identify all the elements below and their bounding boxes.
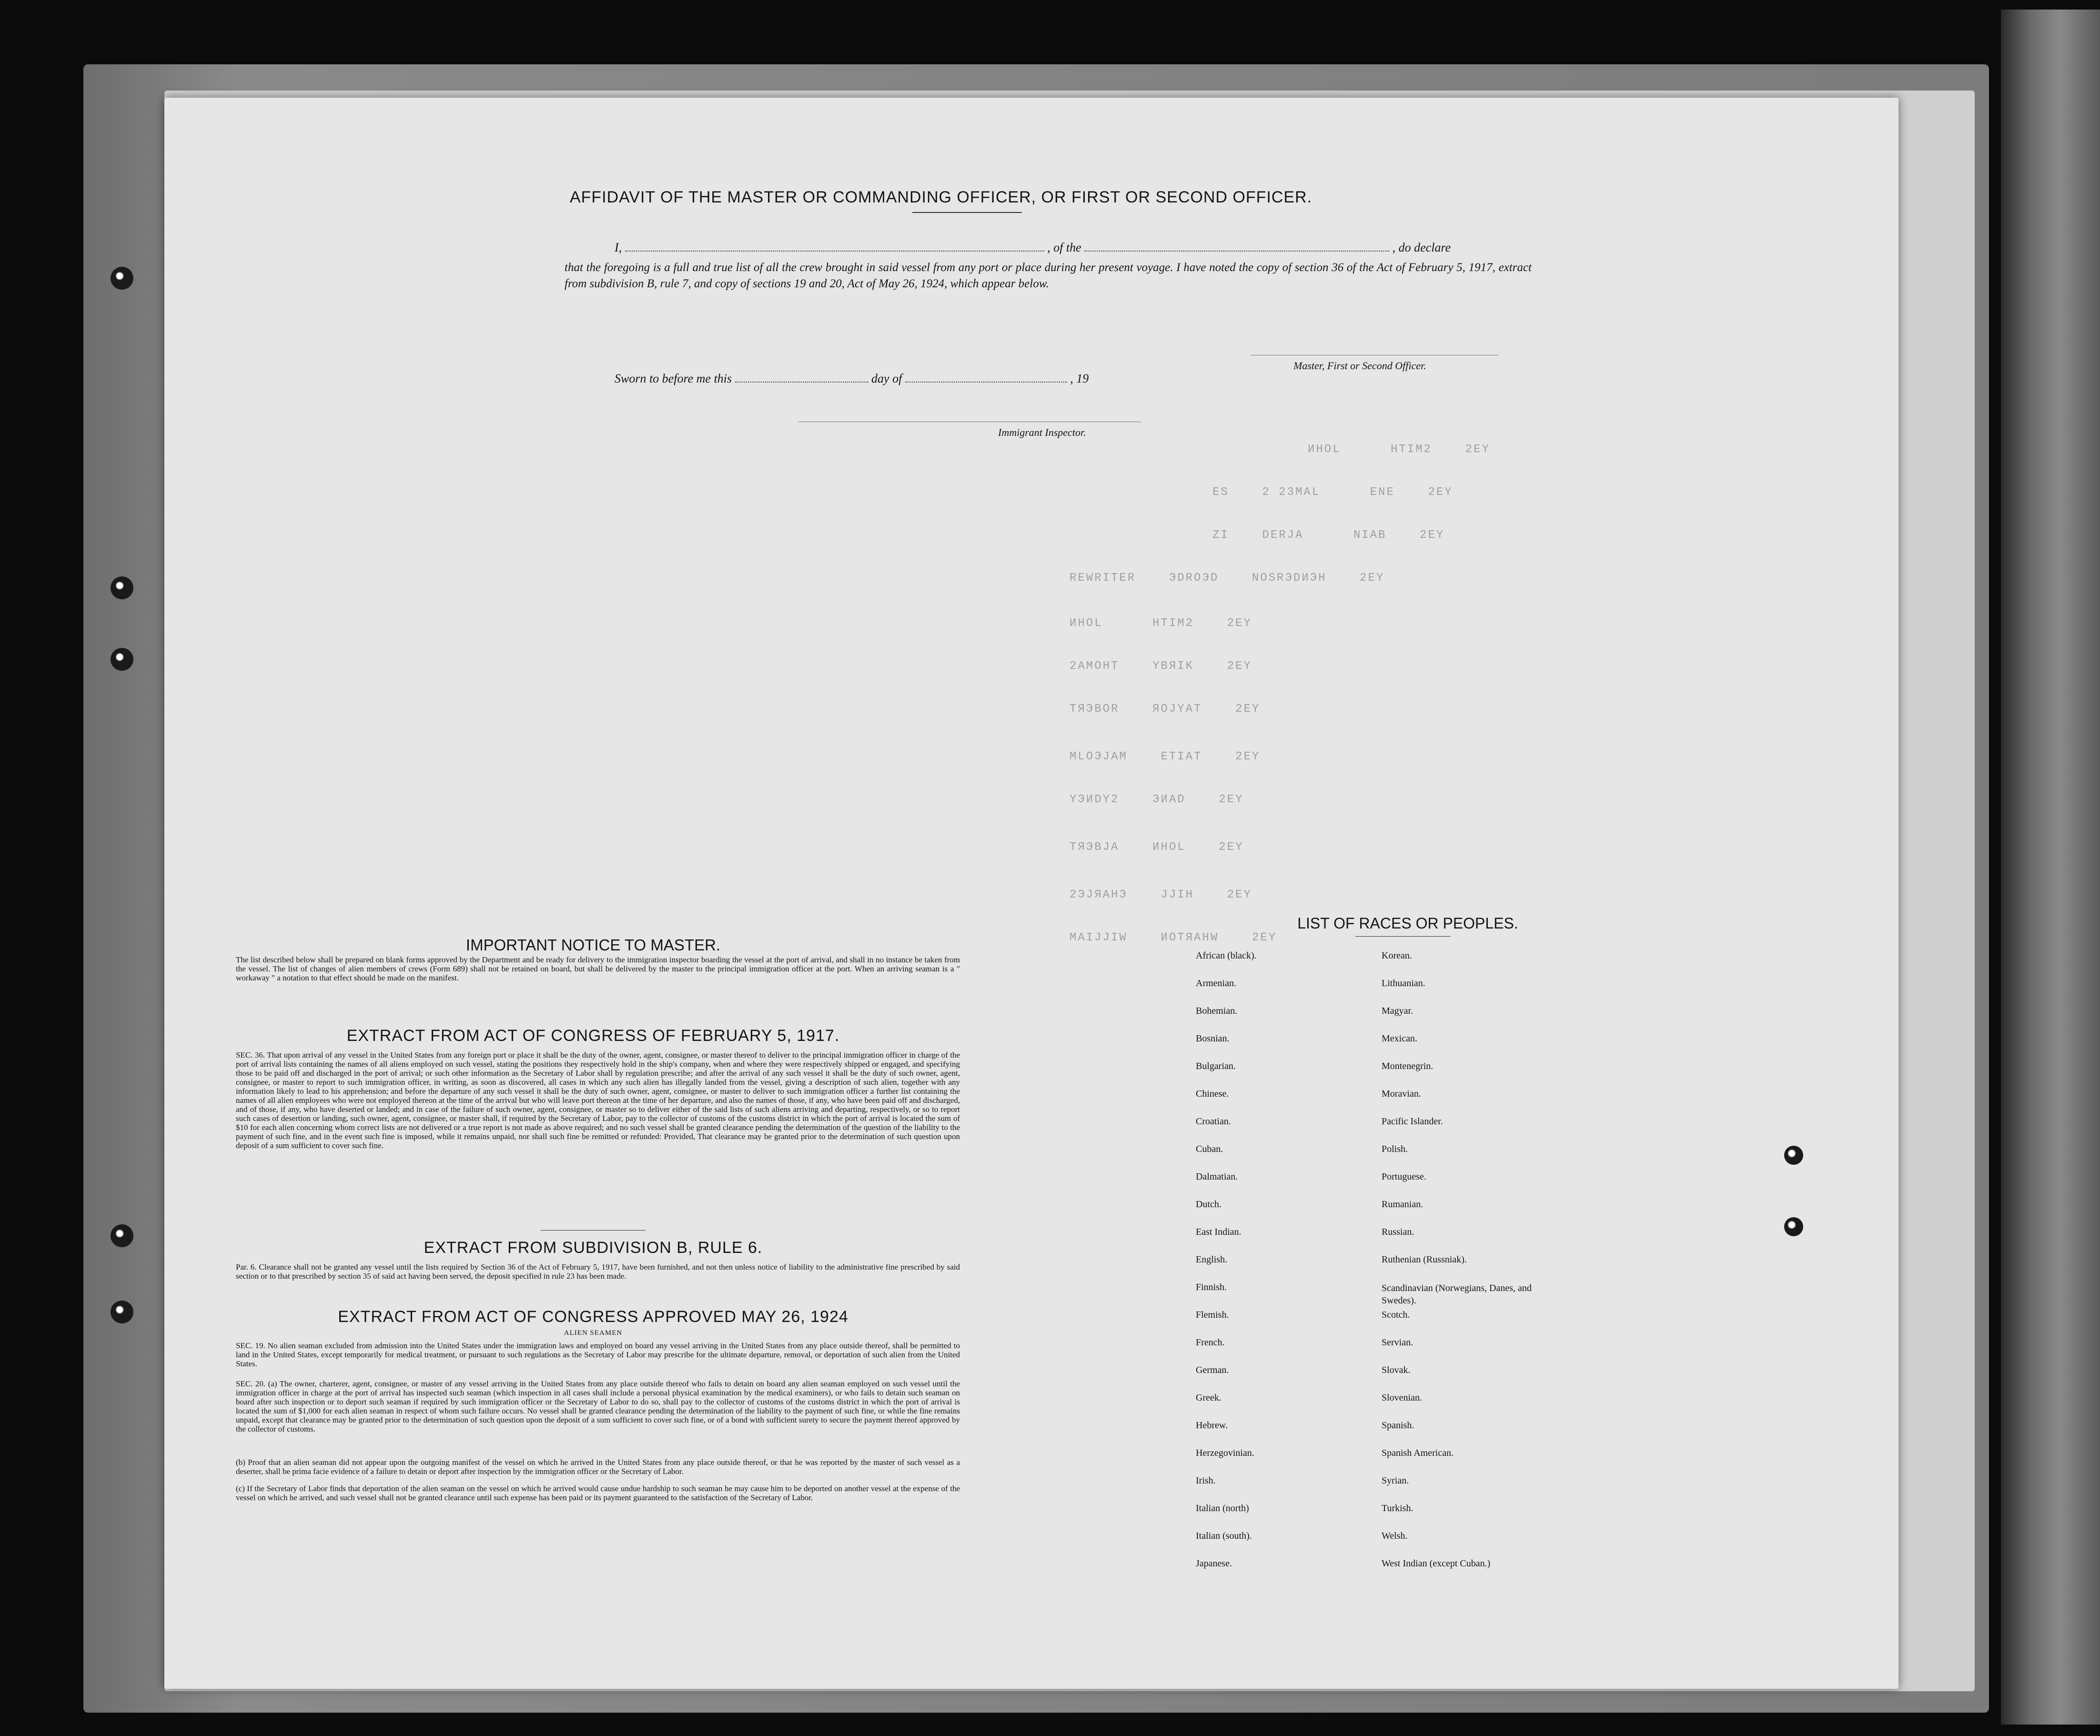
binder-hole <box>111 648 133 671</box>
extract-1917-text: SEC. 36. That upon arrival of any vessel in the United States from any foreign port or place it shall be the duty of the owner, agent, consignee, or master thereof to deliver to the principal immigration officer in charge of the port of arrival lists containing the names of all aliens employed on such vessel, stating the positions they respectively hold in the ship's company, when and where they were respectively shipped or engaged, and specifying those to be paid off and discharged in the port of arrival; or such other information as the Secretary of Labor shall by regulation prescribe; and after the arrival of any such vessel it shall be the duty of such owner, agent, consignee, or master to report to such immigration officer, in writing, as soon as discovered, all cases in which any such alien has illegally landed from the vessel, giving a description of such alien, together with any information likely to lead to his apprehension; and before the departure of any such vessel it shall be the duty of such owner, agent, consignee, or master to deliver to such immigration officer a further list containing the names of all alien employees who were not employed thereon at the time of the arrival but who will leave port thereon at the time of her departure, and also the names of those, if any, who have been paid off and discharged, and of those, if any, who have deserted or landed; and in case of the failure of such owner, agent, consignee, or master so to deliver either of the said lists of such aliens arriving and departing, respectively, or so to report such cases of desertion or landing, such owner, agent, consignee, or master shall, if required by the Secretary of Labor, pay to the collector of customs of the customs district in which the port of arrival is located the sum of $10 for each alien concerning whom correct lists are not delivered or a true report is not made as above required; and no such vessel shall be granted clearance pending the determination of the question of the liability to the payment of such fine, and in the event such fine is imposed, while it remains unpaid, nor shall such fine be remitted or refunded: Provided, That clearance may be granted prior to the determination of such question upon deposit of a sum sufficient to cover such fine. <box>236 1050 960 1150</box>
notice-title: IMPORTANT NOTICE TO MASTER. <box>465 936 721 954</box>
race-item: Ruthenian (Russniak). <box>1382 1254 1467 1265</box>
subdivision-text: Par. 6. Clearance shall not be granted any vessel until the lists required by Section 36 of the Act of February 5, 1917, have been furnished, and not then unless notice of liability to the administrative fine prescribed by said section or to that prescribed by section 35 of said act having been served, the deposit specified in rule 23 has been made. <box>236 1262 960 1281</box>
race-item: East Indian. <box>1196 1227 1242 1237</box>
extract-1924-sec20a: SEC. 20. (a) The owner, charterer, agent, consignee, or master of any vessel arriving in the United States from any place outside thereof who fails to detain on board any alien seaman employed on such vessel until the immigration officer in charge at the port of arrival has inspected such seaman (which inspection in all cases shall include a personal physical examination by the medical examiners), or who fails to detain such seaman on board after such inspection or to deport such seaman if required by such immigration officer or the Secretary of Labor to do so, shall pay to the collector of customs of the customs district in which the port of arrival is located the sum of $1,000 for each alien seaman in respect of whom such failure occurs. No vessel shall be granted clearance pending the determination of the liability to the payment of such fine, or while the fine remains unpaid, except that clearance may be granted prior to the determination of such question upon the deposit of a sum sufficient to cover such fine, or of a bond with sufficient surety to secure the payment thereof approved by the collector of customs. <box>236 1379 960 1433</box>
divider <box>912 212 1022 213</box>
race-item: Korean. <box>1382 950 1412 961</box>
race-item: Magyar. <box>1382 1006 1413 1016</box>
race-item: Japanese. <box>1196 1558 1232 1569</box>
notice-text: The list described below shall be prepared on blank forms approved by the Department and be ready for delivery to the immigration inspector boarding the vessel at the port of arrival, and shall in no instance be taken from the vessel. The list of changes of alien members of crews (Form 689) shall not be retained on board, but shall be delivered by the master to the principal immigration officer at the port. When an arriving seaman is a " workaway " a notation to that effect should be made on the manifest. <box>236 955 960 982</box>
race-item: Lithuanian. <box>1382 978 1425 989</box>
race-item: Greek. <box>1196 1393 1222 1403</box>
binder-hole <box>111 576 133 599</box>
race-item: Bohemian. <box>1196 1006 1238 1016</box>
race-item: Spanish. <box>1382 1420 1414 1431</box>
race-item: Turkish. <box>1382 1503 1413 1514</box>
extract-1924-sec20b: (b) Proof that an alien seaman did not appear upon the outgoing manifest of the vessel on which he arrived in the United States from any place outside thereof, or that he was reported by the master of such vessel as a deserter, shall be prima facie evidence of a failure to detain or deport after inspection by the immigration officer or the Secretary of Labor. <box>236 1458 960 1476</box>
race-item: Portuguese. <box>1382 1171 1426 1182</box>
race-item: Bulgarian. <box>1196 1061 1236 1071</box>
race-item: Moravian. <box>1382 1089 1421 1099</box>
race-item: Hebrew. <box>1196 1420 1228 1431</box>
race-item: Flemish. <box>1196 1310 1229 1320</box>
race-item: Scandinavian (Norwegians, Danes, and Swedes). <box>1382 1283 1532 1306</box>
race-item: Rumanian. <box>1382 1199 1424 1210</box>
name-blank[interactable] <box>625 251 1044 252</box>
race-item: German. <box>1196 1365 1229 1375</box>
extract-1924-subtitle: ALIEN SEAMEN <box>564 1329 623 1337</box>
year-label: , 19 <box>1070 372 1089 385</box>
sworn-line <box>615 372 1089 386</box>
document-page: ИHOL HTIM2 2EY ES 2 23MAL ENE 2EY ZI DERJA NIAB 2EY REWRITER ЭDRОЭD NOSRЭDИЭH 2EY ИHOL HTIM2 2EY 2AMOHT YBЯIK 2EY TЯЭBOR ЯOJYAT 2EY MLOЭJAM ETIAT 2EY YЭИDY2 ЭИAD 2EY TЯЭBJA ИHOL 2EY 2ЭJЯAHЭ JJIH 2EY MAIJJIW ИOTЯAHW 2EY AFFIDAVIT OF THE MASTER OR COMMANDING OFFICER, OR FIRST OR SECOND OFFICER. I, , of the , do declare that the foregoing is a full and true list of all the crew brought in said vessel from any port or place during her present voyage. I have noted the copy of section 36 of the Act of February 5, 1917, extract from subdivision B, rule 7, and copy of sections 19 and 20, Act of May 26, 1924, which appear below. Master, First or Second Officer. Sworn to before me this day of , 19 Immigrant Inspector. IMPORTANT NOTICE TO MASTER. The list described below shall be prepared on blank forms approved by the Department and be ready for delivery to the immigration inspector boarding the vessel at the port of arrival, and shall in no instance be taken from the vessel. The list of changes of alien members of crews (Form 689) shall not be retained on board, but shall be delivered by the master to the principal immigration officer at the port. When an arriving seaman is a " workaway " a notation to that effect should be made on the manifest. EXTRACT FROM ACT OF CONGRESS OF FEBRUARY 5, 1917. SEC. 36. That upon arrival of any vessel in the United States from any foreign port or place it shall be the duty of the owner, agent, consignee, or master thereof to deliver to the principal immigration officer in charge of the port of arrival lists containing the names of all aliens employed on such vessel, stating the positions they respectively hold in the ship's company, when and where they were respectively shipped or engaged, and specifying those to be paid off and discharged in the port of arrival; or such other information as the Secretary of Labor shall by regulation prescribe; and after the arrival of any such vessel it shall be the duty of such owner, agent, consignee, or master to report to such immigration officer, in writing, as soon as discovered, all cases in which any such alien has illegally landed from the vessel, giving a description of such alien, together with any information likely to lead to his apprehension; and before the departure of any such vessel it shall be the duty of such owner, agent, consignee, or master to deliver to such immigration officer a further list containing the names of all alien employees who were not employed thereon at the time of the arrival but who will leave port thereon at the time of her departure, and also the names of those, if any, who have been paid off and discharged, and of those, if any, who have deserted or landed; and in case of the failure of such owner, agent, consignee, or master so to deliver either of the said lists of such aliens arriving and departing, respectively, or so to report such cases of desertion or landing, such owner, agent, consignee, or master shall, if required by the Secretary of Labor, pay to the collector of customs of the customs district in which the port of arrival is located the sum of $10 for each alien concerning whom correct lists are not delivered or a true report is not made as above required; and no such vessel shall be granted clearance pending the determination of the question of the liability to the payment of such fine, and in the event such fine is imposed, while it remains unpaid, nor shall such fine be remitted or refunded: Provided, That clearance may be granted prior to the determination of such question upon deposit of a sum sufficient to cover such fine. EXTRACT FROM SUBDIVISION B, RULE 6. Par. 6. Clearance shall not be granted any vessel until the lists required by Section 36 of the Act of February 5, 1917, have been furnished, and not then unless notice of liability to the administrative fine prescribed by said section or to that prescribed by section 35 of said act having been served, the deposit specified in rule 23 has been made. EXTRACT FROM ACT OF CONGRESS APPROVED MAY 26, 1924 ALIEN SEAMEN SEC. 19. No alien seaman excluded from admission into the United States under the immigration laws and employed on board any vessel arriving in the United States from any place outside thereof, shall be permitted to land in the United States, except temporarily for medical treatment, or pursuant to such regulations as the Secretary of Labor may prescribe for the ultimate departure, removal, or deportation of such alien from the United States. SEC. 20. (a) The owner, charterer, agent, consignee, or master of any vessel arriving in the United States from any place outside thereof who fails to detain on board any alien seaman employed on such vessel until the immigration officer in charge at the port of arrival has inspected such seaman (which inspection in all cases shall include a personal physical examination by the medical examiners), or who fails to detain such seaman on board after such inspection or to deport such seaman if required by such immigration officer or the Secretary of Labor to do so, shall pay to the collector of customs of the customs district in which the port of arrival is located the sum of $1,000 for each alien seaman in respect of whom such failure occurs. No vessel shall be granted clearance pending the determination of the liability to the payment of such fine, or while the fine remains unpaid, except that clearance may be granted prior to the determination of such question upon the deposit of a sum sufficient to cover such fine, or of a bond with sufficient surety to secure the payment thereof approved by the collector of customs. (b) Proof that an alien seaman did not appear upon the outgoing manifest of the vessel on which he arrived in the United States from any place outside thereof, or that he was reported by the master of such vessel as a deserter, shall be prima facie evidence of a failure to detain or deport after inspection by the immigration officer or the Secretary of Labor. (c) If the Secretary of Labor finds that deportation of the alien seaman on the vessel on which he arrived would cause undue hardship to such seaman he may cause him to be deported on another vessel at the expense of the vessel on which he arrived, and such vessel shall not be granted clearance until such expense has been paid or its payment guaranteed to the satisfaction of the Secretary of Labor. LIST OF RACES OR PEOPLES. African (black). Armenian. Bohemian. Bosnian. Bulgarian. Chinese. Croatian. Cuban. Dalmatian. Dutch. East Indian. English. Finnish. Flemish. French. German. Greek. Hebrew. Herzegovinian. Irish. Italian (north) Italian (south). Japanese. Korean. Lithuanian. Magyar. Mexican. Montenegrin. Moravian. Pacific Islander. Polish. Portuguese. Rumanian. Russian. Ruthenian (Russniak). Scandinavian (Norwegians, Danes, and Swedes). Scotch. Servian. Slovak. Slovenian. Spanish. Spanish American. Syrian. Turkish. Welsh. West Indian (except Cuban.) <box>164 98 1898 1689</box>
race-item: West Indian (except Cuban.) <box>1382 1558 1491 1569</box>
i-label: I, <box>615 241 622 254</box>
race-item: Cuban. <box>1196 1144 1223 1154</box>
vessel-blank[interactable] <box>1084 251 1389 252</box>
extract-1924-title: EXTRACT FROM ACT OF CONGRESS APPROVED MAY 26, 1924 <box>338 1308 848 1326</box>
race-item: Finnish. <box>1196 1282 1227 1292</box>
day-blank[interactable] <box>735 382 868 383</box>
race-item: Polish. <box>1382 1144 1408 1154</box>
race-item: Welsh. <box>1382 1531 1408 1541</box>
declaration-line <box>615 241 1451 255</box>
extract-1924-sec19: SEC. 19. No alien seaman excluded from admission into the United States under the immigration laws and employed on board any vessel arriving in the United States from any place outside thereof, shall be permitted to land in the United States, except temporarily for medical treatment, or pursuant to such regulations as the Secretary of Labor may prescribe for the ultimate departure, removal, or deportation of such alien from the United States. <box>236 1341 960 1368</box>
extract-1924-sec20c: (c) If the Secretary of Labor finds that deportation of the alien seaman on the vessel on which he arrived would cause undue hardship to such seaman he may cause him to be deported on another vessel at the expense of the vessel on which he arrived, and such vessel shall not be granted clearance until such expense has been paid or its payment guaranteed to the satisfaction of the Secretary of Labor. <box>236 1484 960 1502</box>
race-item: Spanish American. <box>1382 1448 1454 1458</box>
punch-hole <box>1784 1217 1803 1236</box>
day-of-label: day of <box>871 372 902 385</box>
race-item: English. <box>1196 1254 1228 1265</box>
race-item: Mexican. <box>1382 1033 1417 1044</box>
inspector-caption: Immigrant Inspector. <box>998 426 1086 438</box>
race-item: Italian (south). <box>1196 1531 1252 1541</box>
race-item: Syrian. <box>1382 1475 1409 1486</box>
binder-hole <box>111 267 133 290</box>
races-title: LIST OF RACES OR PEOPLES. <box>1297 915 1518 932</box>
race-item: Chinese. <box>1196 1089 1229 1099</box>
race-item: Pacific Islander. <box>1382 1116 1443 1127</box>
adjacent-page-edge <box>2001 10 2100 1725</box>
race-item: Slovenian. <box>1382 1393 1422 1403</box>
binder-hole <box>111 1301 133 1323</box>
race-item: Armenian. <box>1196 978 1236 989</box>
sworn-label: Sworn to before me this <box>615 372 732 385</box>
race-item: Bosnian. <box>1196 1033 1230 1044</box>
race-item: African (black). <box>1196 950 1257 961</box>
race-item: French. <box>1196 1337 1225 1348</box>
race-item: Herzegovinian. <box>1196 1448 1254 1458</box>
race-item: Dutch. <box>1196 1199 1222 1210</box>
declare-label: , do declare <box>1392 241 1451 254</box>
race-item: Croatian. <box>1196 1116 1231 1127</box>
subdivision-title: EXTRACT FROM SUBDIVISION B, RULE 6. <box>424 1239 763 1257</box>
extract-1917-title: EXTRACT FROM ACT OF CONGRESS OF FEBRUARY 5, 1917. <box>346 1027 840 1045</box>
binder-hole <box>111 1224 133 1247</box>
race-item: Italian (north) <box>1196 1503 1249 1514</box>
divider <box>1355 936 1451 937</box>
master-caption: Master, First or Second Officer. <box>1293 360 1426 372</box>
divider <box>541 1230 646 1231</box>
race-item: Irish. <box>1196 1475 1216 1486</box>
affidavit-body: that the foregoing is a full and true list of all the crew brought in said vessel from any port or place during her present voyage. I have noted the copy of section 36 of the Act of February 5, 1917, extract from subdivision B, rule 7, and copy of sections 19 and 20, Act of May 26, 1924, which appear below. <box>565 261 1532 290</box>
race-item: Russian. <box>1382 1227 1414 1237</box>
race-item: Montenegrin. <box>1382 1061 1434 1071</box>
punch-hole <box>1784 1146 1803 1165</box>
race-item: Dalmatian. <box>1196 1171 1238 1182</box>
race-item: Scotch. <box>1382 1310 1410 1320</box>
race-item: Slovak. <box>1382 1365 1411 1375</box>
of-the-label: , of the <box>1047 241 1081 254</box>
race-item: Servian. <box>1382 1337 1413 1348</box>
affidavit-title: AFFIDAVIT OF THE MASTER OR COMMANDING OFFICER, OR FIRST OR SECOND OFFICER. <box>569 188 1312 206</box>
month-blank[interactable] <box>905 382 1067 383</box>
